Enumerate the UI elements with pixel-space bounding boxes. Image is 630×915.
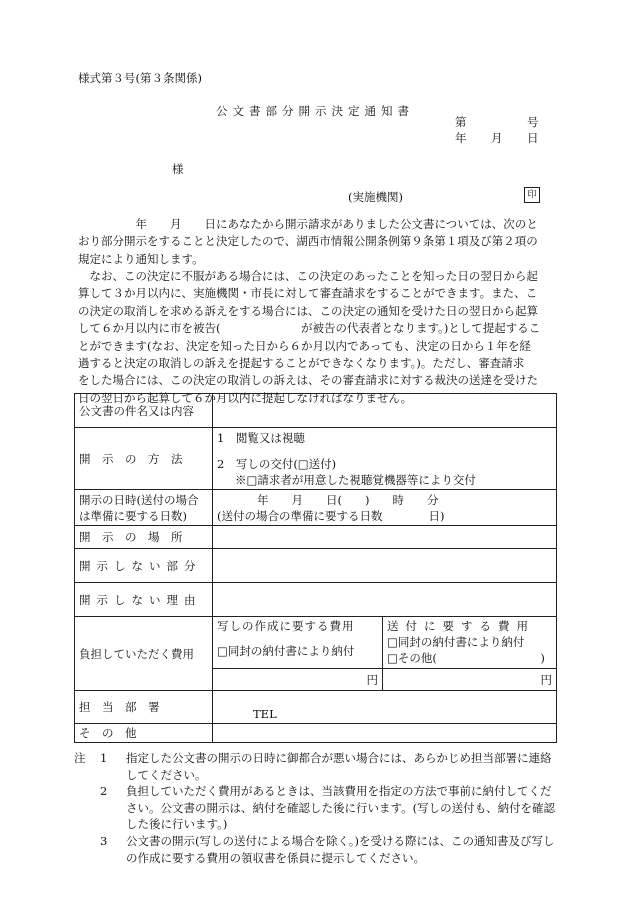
place-field[interactable]	[213, 526, 557, 549]
datetime-field[interactable]	[213, 490, 557, 526]
undisclosed-reason-field[interactable]	[213, 583, 557, 617]
method-option-1[interactable]: 1 閲覧又は視聴	[217, 431, 305, 445]
place-label: 開 示 の 場 所	[75, 526, 213, 549]
yen-unit: 円	[366, 672, 378, 687]
seal-stamp: 印	[524, 187, 540, 203]
row-undisclosed-part	[75, 549, 557, 583]
note-item	[74, 750, 556, 783]
notes-section	[74, 750, 556, 866]
body-line: なお、この決定に不服がある場合には、この決定のあったことを知った日の翌日から起	[78, 269, 538, 283]
body-line: をした場合には、この決定の取消しの訴えは、その審査請求に対する裁決の送達を受けた	[78, 373, 538, 388]
contact-label: 担 当 部 署	[75, 691, 213, 724]
row-contact	[75, 691, 557, 724]
datetime-label: 開示の日時(送付の場合は準備に要する日数)	[75, 490, 213, 526]
method-label	[75, 428, 213, 490]
note-text: 公文書の開示(写しの送付による場合を除く。)を受ける際には、この通知書及び写しの作成に要する費用の領収書を係員に提示してください。	[126, 833, 555, 865]
send-fee-amount[interactable]	[383, 669, 557, 691]
row-place	[75, 526, 557, 549]
body-line: 規定により通知します。	[78, 251, 204, 266]
other-label: そ の 他	[75, 724, 213, 743]
body-line: 過すると決定の取消しの訴えを提起することができなくなります。)。ただし、審査請求	[78, 356, 525, 371]
copy-fee-amount[interactable]	[213, 669, 383, 691]
agency-label: (実施機関)	[348, 190, 403, 204]
method-label-text: 開 示 の 方 法	[79, 451, 183, 466]
date-month: 月	[491, 131, 503, 145]
body-line: 年 月 日にあなたから開示請求がありました公文書については、次のと	[78, 217, 538, 231]
tel-label: TEL	[253, 707, 277, 721]
document-title: 公文書部分開示決定通知書	[216, 104, 414, 118]
fee-label: 負担していただく費用	[75, 617, 213, 691]
method-field	[213, 428, 557, 490]
number-suffix: 号	[527, 115, 539, 129]
row-other	[75, 724, 557, 743]
send-fee-option-1[interactable]: □同封の納付書により納付	[387, 635, 525, 649]
body-paragraph-1	[78, 216, 552, 268]
body-line: の決定の取消しを求める訴えをする場合には、この決定の通知を受けた日の翌日から起算	[78, 303, 538, 318]
copy-fee-option[interactable]: □同封の納付書により納付	[217, 644, 355, 658]
notes-prefix: 注	[74, 751, 86, 765]
other-field[interactable]	[213, 724, 557, 743]
undisclosed-reason-label: 開示しない理由	[75, 583, 213, 617]
row-datetime	[75, 490, 557, 526]
body-line: とができます(なお、決定を知った日から６か月以内であっても、決定の日から１年を経	[78, 338, 531, 353]
method-option-2-note[interactable]: ※□請求者が用意した視聴覚機器等により交付	[235, 473, 476, 487]
undisclosed-part-field[interactable]	[213, 549, 557, 583]
subject-label: 公文書の件名又は内容	[75, 394, 213, 428]
row-fee	[75, 617, 557, 669]
row-method	[75, 428, 557, 490]
body-line: して６か月以内に市を被告( が被告の代表者となります。)として提起するこ	[78, 321, 541, 336]
number-prefix: 第	[455, 115, 467, 129]
body-line: おり部分開示をすることと決定したので、湖西市情報公開条例第９条第１項及び第２項の	[78, 234, 538, 249]
note-item	[74, 783, 556, 833]
datetime-line-1: 年 月 日( ) 時 分	[257, 492, 439, 507]
body-line: 日の翌日から起算して６か月以内に提起しなければなりません。	[78, 390, 413, 405]
datetime-line-2: (送付の場合の準備に要する日数 日)	[217, 508, 445, 523]
addressee-suffix: 様	[172, 162, 184, 176]
body-paragraph-2	[78, 268, 552, 407]
yen-unit: 円	[540, 672, 552, 687]
row-undisclosed-reason	[75, 583, 557, 617]
copy-fee-cell	[213, 617, 383, 669]
copy-fee-header: 写しの作成に要する費用	[217, 619, 355, 633]
disclosure-form-table	[74, 393, 557, 743]
note-number: 2	[100, 784, 108, 799]
send-fee-option-2[interactable]: □その他( )	[387, 651, 545, 665]
form-number: 様式第３号(第３条関係)	[78, 71, 202, 85]
subject-field[interactable]	[213, 394, 557, 428]
method-option-2[interactable]: 2 写しの交付(□送付)	[217, 457, 337, 471]
note-text: 負担していただく費用があるときは、当該費用を指定の方法で事前に納付してください。公文書の開示は、納付を確認した後に行います。(写しの送付も、納付を確認した後に行います。)	[126, 784, 556, 832]
undisclosed-part-label: 開示しない部分	[75, 549, 213, 583]
note-number: 1	[100, 751, 108, 765]
note-number: 3	[100, 833, 108, 848]
send-fee-cell	[383, 617, 557, 669]
date-day: 日	[527, 131, 539, 145]
note-item	[74, 833, 556, 866]
note-text: 指定した公文書の開示の日時に御都合が悪い場合には、あらかじめ担当部署に連絡してください。	[126, 751, 552, 782]
date-year: 年	[455, 131, 467, 145]
send-fee-header: 送付に要する費用	[387, 619, 535, 633]
contact-field[interactable]	[213, 691, 557, 724]
row-subject	[75, 394, 557, 428]
body-line: 算して３か月以内に、実施機関・市長に対して審査請求をすることができます。また、こ	[78, 286, 538, 301]
